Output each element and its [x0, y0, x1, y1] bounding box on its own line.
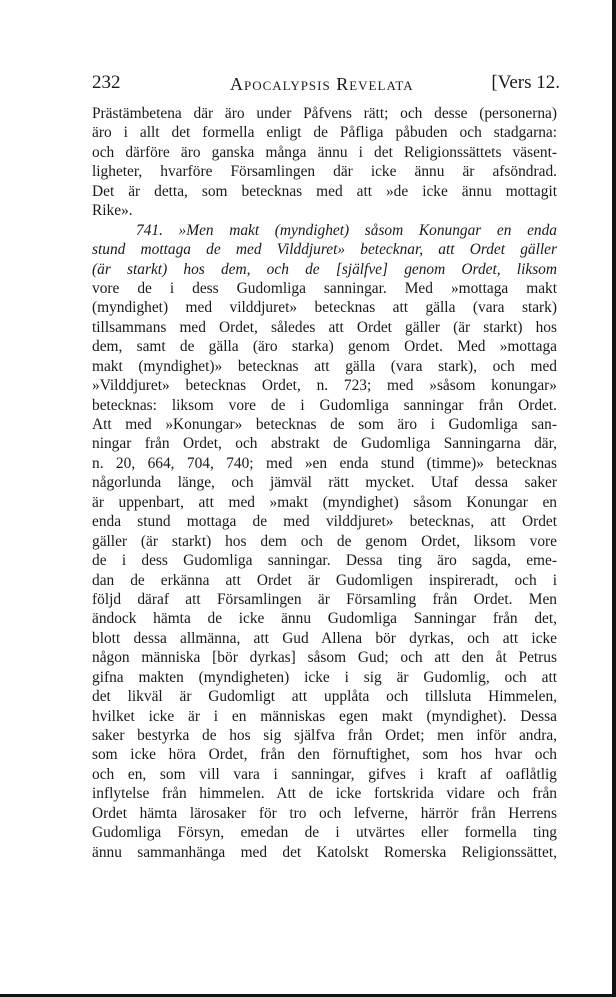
text-line: ännu sammanhänga med det Katolskt Romerska Religionssättet,	[92, 843, 557, 861]
text-line: ligheter, hvarföre Församlingen där icke ännu är afsöndrad.	[92, 163, 557, 181]
text-line: stund mottaga de med Vilddjuret» betecknar, att Ordet gäller	[92, 241, 557, 259]
text-line: gifna makten (myndigheten) icke i sig är Gudomlig, och att	[92, 668, 557, 686]
text-line: (är starkt) hos dem, och de [själfve] genom Ordet, liksom	[92, 260, 557, 278]
text-line: »Vilddjuret» betecknas Ordet, n. 723; med »såsom konungar»	[92, 377, 557, 395]
page-number: 232	[92, 72, 121, 93]
text-line: tillsammans med Ordet, således att Ordet gäller (är starkt) hos	[92, 318, 557, 336]
text-line: någorlunda länge, och jämväl rätt mycket. Utaf dessa saker	[92, 474, 557, 492]
text-line: saker bestyrka de hos sig själfva från Ordet; men inför andra,	[92, 727, 557, 744]
text-line: n. 20, 664, 704, 740; med »en enda stund (timme)» betecknas	[92, 454, 557, 472]
text-line: betecknas: liksom vore de i Gudomliga sanningar från Ordet.	[92, 396, 557, 414]
text-line: Rike».	[92, 202, 133, 220]
text-line: ändock hämta de icke ännu Gudomliga Sanningar från det,	[92, 610, 557, 628]
scan-edge-right	[612, 0, 616, 997]
text-line: och därföre äro ganska många ännu i det Religionssättets väsent-	[92, 143, 557, 161]
text-line: och en, som vill vara i sanningar, gifves i kraft af oaflåtlig	[92, 765, 557, 783]
text-line: någon människa [bör dyrkas] såsom Gud; och att den åt Petrus	[92, 649, 557, 667]
text-line: enda stund mottaga de med vilddjuret» betecknas, att Ordet	[92, 513, 557, 531]
text-line: blott dessa allmänna, att Gud Allena bör dyrkas, och att icke	[92, 629, 557, 647]
text-line: inflytelse från himmelen. Att de icke fortskrida vidare och från	[92, 785, 557, 803]
verse-reference: [Vers 12.	[491, 72, 560, 93]
text-line: Ordet hämta lärosaker för tro och lefverne, härrör från Herrens	[92, 804, 557, 822]
text-line: är uppenbart, att med »makt (myndighet) såsom Konungar en	[92, 493, 557, 511]
text-line: Prästämbetena där äro under Påfvens rätt; och desse (personerna)	[92, 105, 557, 122]
text-line: Gudomliga Försyn, emedan de i utvärtes eller formella ting	[92, 824, 557, 842]
running-title: Apocalypsis Revelata	[230, 74, 414, 94]
text-line: följd däraf att Församlingen är Församling från Ordet. Men	[92, 590, 557, 608]
text-line: vore de i dess Gudomliga sanningar. Med »mottaga makt	[92, 279, 557, 297]
text-line: makt (myndighet)» betecknas att gälla (vara stark), och med	[92, 357, 557, 375]
text-line: som icke höra Ordet, från den förnuftighet, som hos hvar och	[92, 746, 557, 764]
text-line: ningar från Ordet, och abstrakt de Gudomliga Sanningarna där,	[92, 435, 557, 453]
text-line: Det är detta, som betecknas med att »de icke ännu mottagit	[92, 182, 557, 200]
text-line: äro i allt det formella enligt de Påfliga påbuden och stadgarna:	[92, 124, 557, 142]
text-line: gäller (är starkt) hos dem och de genom Ordet, liksom vore	[92, 532, 557, 550]
text-line: dan de erkänna att Ordet är Gudomligen inspireradt, och i	[92, 571, 557, 589]
paragraph-start-line: 741. »Men makt (myndighet) såsom Konungar en enda	[136, 221, 557, 239]
body-text	[92, 104, 557, 862]
text-line: dem, samt de gälla (äro starka) genom Ordet. Med »mottaga	[92, 338, 557, 356]
text-line: (myndighet) med vilddjuret» betecknas att gälla (vara stark)	[92, 299, 557, 317]
text-line: hvilket icke är i en människas egen makt (myndighet). Dessa	[92, 707, 557, 725]
running-header	[92, 72, 560, 98]
text-line: Att med »Konungar» betecknas de som äro i Gudomliga san-	[92, 416, 557, 433]
text-line: det likväl är Gudomligt att upplåta och tillsluta Himmelen,	[92, 688, 557, 706]
text-line: de i dess Gudomliga sanningar. Dessa ting äro sagda, eme-	[92, 552, 557, 570]
